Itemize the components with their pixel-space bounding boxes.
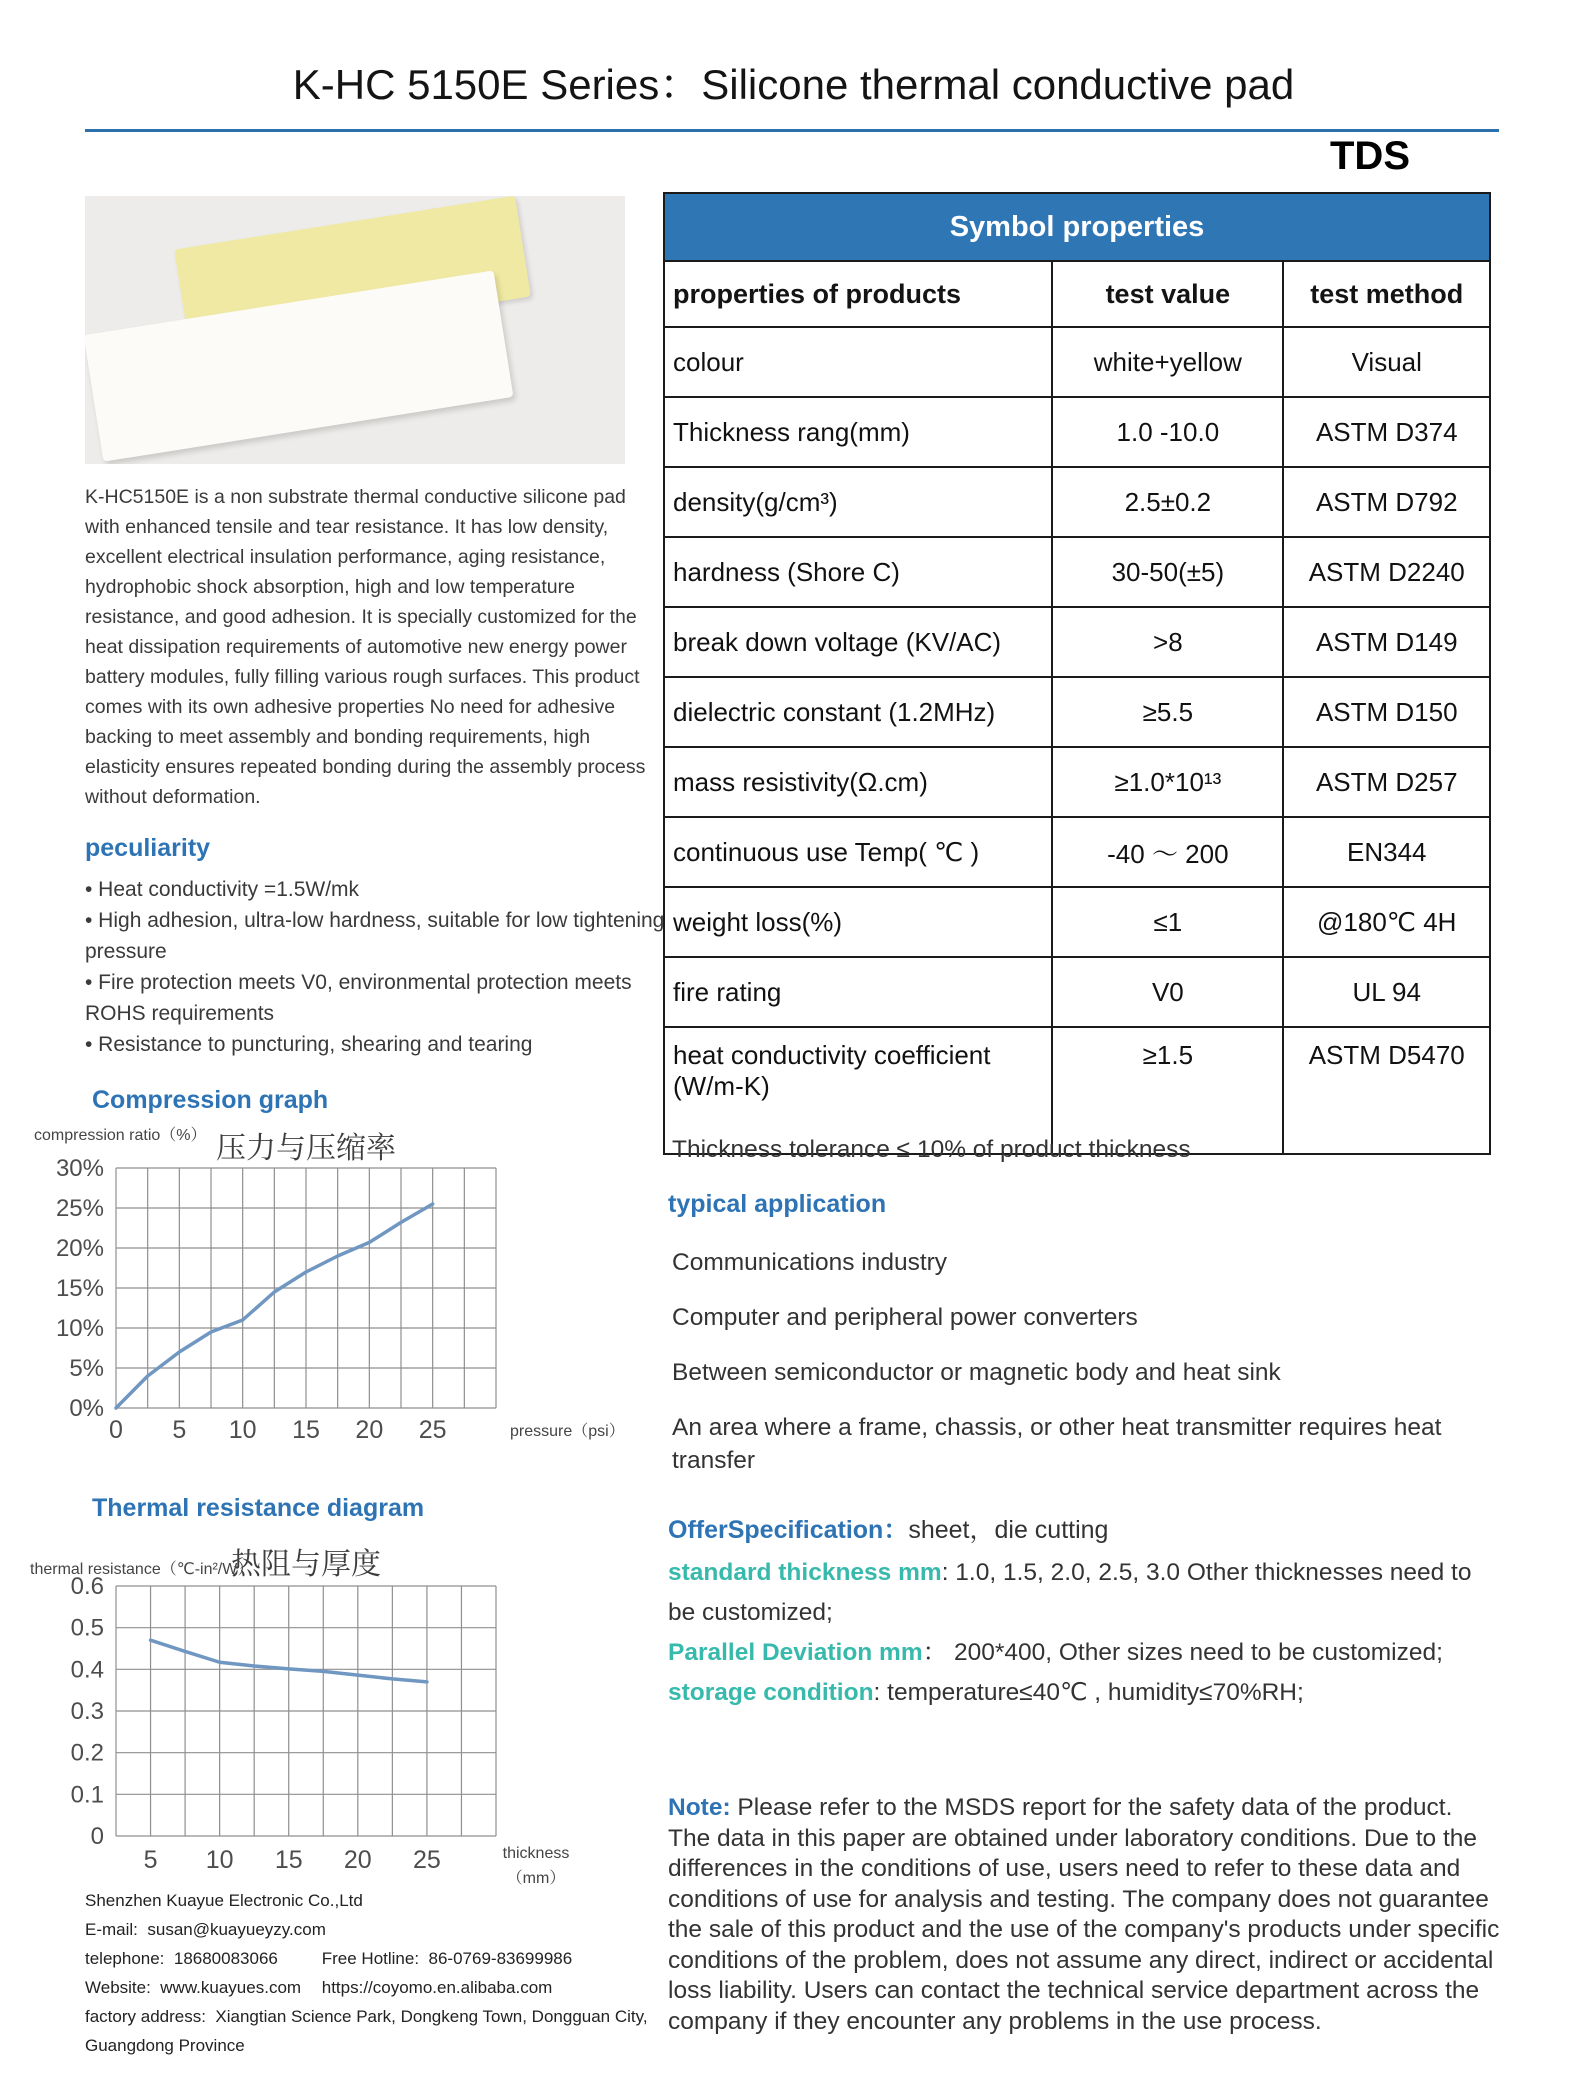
note-label: Note: <box>668 1794 731 1821</box>
company-name: Shenzhen Kuayue Electronic Co.,Ltd <box>85 1891 363 1910</box>
peculiarity-list <box>85 874 669 1060</box>
website-label: Website: <box>85 1978 151 1997</box>
table-cell-test-method: ASTM D149 <box>1283 607 1490 677</box>
svg-text:15: 15 <box>292 1416 320 1444</box>
email-value: susan@kuayueyzy.com <box>147 1920 326 1939</box>
svg-text:0%: 0% <box>69 1395 104 1422</box>
table-cell-property: colour <box>664 327 1052 397</box>
table-cell-test-method: ASTM D5470 <box>1283 1027 1490 1154</box>
peculiarity-bullet: • High adhesion, ultra-low hardness, suitable for low tightening pressure <box>85 909 665 963</box>
table-cell-test-method: ASTM D257 <box>1283 747 1490 817</box>
table-cell-test-value: ≥1.5 <box>1052 1027 1283 1154</box>
svg-text:15%: 15% <box>55 1275 104 1302</box>
table-row <box>664 887 1490 957</box>
website-value: www.kuayues.com <box>160 1978 302 1997</box>
table-row <box>664 677 1490 747</box>
thermal-diagram-heading: Thermal resistance diagram <box>92 1494 425 1522</box>
tds-label: TDS <box>1330 134 1410 178</box>
table-cell-test-value: ≥5.5 <box>1052 677 1283 747</box>
company-website-line <box>85 1973 675 2002</box>
table-banner: Symbol properties <box>664 193 1490 261</box>
table-cell-test-method: ASTM D792 <box>1283 467 1490 537</box>
svg-text:5: 5 <box>172 1416 187 1444</box>
column-header-properties: properties of products <box>664 261 1052 327</box>
website-alt-value: https://coyomo.en.alibaba.com <box>321 1978 553 1997</box>
table-cell-test-value: 30-50(±5) <box>1052 537 1283 607</box>
company-factory-line <box>85 2002 675 2060</box>
table-cell-test-value: ≥1.0*10¹³ <box>1052 747 1283 817</box>
table-cell-property: density(g/cm³) <box>664 467 1052 537</box>
typical-application-item: Between semiconductor or magnetic body and heat sink <box>672 1359 1281 1386</box>
table-banner-row <box>664 193 1490 261</box>
table-row <box>664 817 1490 887</box>
svg-text:25: 25 <box>418 1416 447 1444</box>
table-cell-test-method: UL 94 <box>1283 957 1490 1027</box>
symbol-properties-table <box>663 192 1491 1155</box>
specification-value: : 1.0, 1.5, 2.0, 2.5, 3.0 Other thicknesses need to be customized; <box>668 1559 1472 1626</box>
specification-label: storage condition <box>668 1679 874 1706</box>
table-row <box>664 1027 1490 1154</box>
email-label: E-mail: <box>85 1920 138 1939</box>
svg-text:0.1: 0.1 <box>70 1781 104 1809</box>
table-header-row <box>664 261 1490 327</box>
table-cell-test-value: ≤1 <box>1052 887 1283 957</box>
phone-label: telephone: <box>85 1949 165 1968</box>
typical-application-item: An area where a frame, chassis, or other heat transmitter requires heat transfer <box>672 1414 1442 1474</box>
offer-specification-value: sheet，die cutting <box>908 1516 1109 1544</box>
company-contact-block <box>85 1886 675 2060</box>
factory-value: Xiangtian Science Park, Dongkeng Town, Dongguan City, Guangdong Province <box>85 2007 648 2055</box>
offer-specification-line <box>668 1510 1490 1546</box>
svg-text:0.6: 0.6 <box>70 1573 104 1600</box>
svg-text:0.4: 0.4 <box>70 1656 104 1684</box>
table-cell-test-value: 1.0 -10.0 <box>1052 397 1283 467</box>
typical-application-list <box>672 1246 1494 1499</box>
company-email-line <box>85 1915 675 1944</box>
product-photo <box>85 196 625 464</box>
svg-text:20: 20 <box>343 1846 372 1874</box>
svg-text:5%: 5% <box>69 1355 104 1382</box>
table-cell-test-method: ASTM D374 <box>1283 397 1490 467</box>
hotline-value: 86-0769-83699986 <box>428 1949 573 1968</box>
svg-text:5: 5 <box>143 1846 158 1874</box>
table-cell-property: mass resistivity(Ω.cm) <box>664 747 1052 817</box>
svg-text:compression ratio（%）: compression ratio（%） <box>34 1127 207 1144</box>
factory-label: factory address: <box>85 2007 206 2026</box>
table-cell-test-method: ASTM D150 <box>1283 677 1490 747</box>
table-cell-property: fire rating <box>664 957 1052 1027</box>
svg-text:pressure（psi）: pressure（psi） <box>510 1423 625 1440</box>
peculiarity-bullet: • Fire protection meets V0, environmental protection meets ROHS requirements <box>85 971 632 1025</box>
svg-text:20%: 20% <box>55 1235 104 1262</box>
typical-application-heading: typical application <box>668 1190 887 1218</box>
table-row <box>664 607 1490 677</box>
offer-specification-label: OfferSpecification： <box>668 1516 909 1544</box>
svg-text:30%: 30% <box>55 1155 104 1182</box>
svg-text:thermal resistance（℃-in²/W）: thermal resistance（℃-in²/W） <box>30 1561 254 1578</box>
specification-line <box>668 1673 1496 1713</box>
svg-text:0: 0 <box>90 1823 104 1850</box>
table-cell-test-method: @180℃ 4H <box>1283 887 1490 957</box>
peculiarity-heading: peculiarity <box>85 834 211 862</box>
svg-text:（mm）: （mm） <box>506 1870 566 1887</box>
table-row <box>664 467 1490 537</box>
table-cell-property: break down voltage (KV/AC) <box>664 607 1052 677</box>
svg-text:压力与压缩率: 压力与压缩率 <box>216 1131 396 1166</box>
svg-text:10: 10 <box>205 1846 234 1874</box>
hotline-label: Free Hotline: <box>321 1949 420 1968</box>
table-cell-test-value: -40 ～ 200 <box>1052 817 1283 887</box>
svg-text:热阻与厚度: 热阻与厚度 <box>231 1547 381 1582</box>
table-cell-test-method: Visual <box>1283 327 1490 397</box>
svg-text:15: 15 <box>274 1846 303 1874</box>
compression-graph-heading: Compression graph <box>92 1086 329 1114</box>
compression-chart <box>28 1124 648 1462</box>
table-cell-property: weight loss(%) <box>664 887 1052 957</box>
column-header-test-method: test method <box>1283 261 1490 327</box>
specification-value: : temperature≤40℃ , humidity≤70%RH; <box>873 1679 1304 1706</box>
phone-value: 18680083066 <box>173 1949 278 1968</box>
table-cell-test-value: 2.5±0.2 <box>1052 467 1283 537</box>
table-cell-test-method: ASTM D2240 <box>1283 537 1490 607</box>
specification-lines <box>668 1553 1496 1713</box>
table-row <box>664 957 1490 1027</box>
specification-value: ： 200*400, Other sizes need to be customized; <box>922 1639 1443 1666</box>
svg-text:0.2: 0.2 <box>70 1739 104 1767</box>
table-cell-property: heat conductivity coefficient (W/m-K) <box>664 1027 1052 1154</box>
svg-text:25: 25 <box>413 1846 441 1874</box>
svg-text:25%: 25% <box>55 1195 104 1222</box>
peculiarity-bullet: • Heat conductivity =1.5W/mk <box>85 878 360 901</box>
svg-text:0.5: 0.5 <box>70 1614 104 1642</box>
svg-text:0.3: 0.3 <box>70 1698 104 1725</box>
specification-line <box>668 1633 1496 1673</box>
note-text: Please refer to the MSDS report for the safety data of the product. The data in this paper are obtained under laboratory conditions. Due to the differences in the conditions of use, users need to refer to these data and conditions of use for analysis and testing. The company does not guarantee the sale of this product and the use of the company's products under specific conditions of the problem, does not assume any direct, indirect or accidental loss liability. Users can contact the technical service department across the company if they encounter any problems in the use process. <box>668 1794 1500 2035</box>
peculiarity-bullet: • Resistance to puncturing, shearing and tearing <box>85 1033 533 1056</box>
typical-application-item: Communications industry <box>672 1249 948 1276</box>
company-phone-line <box>85 1944 675 1973</box>
table-row <box>664 747 1490 817</box>
table-cell-test-value: white+yellow <box>1052 327 1283 397</box>
product-description: K-HC5150E is a non substrate thermal conductive silicone pad with enhanced tensile and tear resistance. It has low density, excellent electrical insulation performance, aging resistance, hydrophobic shock absorption, high and low temperature resistance, and good adhesion. It is specially customized for the heat dissipation requirements of automotive new energy power battery modules, fully filling various rough surfaces. This product comes with its own adhesive properties No need for adhesive backing to meet assembly and bonding requirements, high elasticity ensures repeated bonding during the assembly process without deformation. <box>85 486 646 808</box>
svg-text:10%: 10% <box>55 1315 104 1342</box>
note-paragraph <box>668 1793 1500 2037</box>
table-cell-property: dielectric constant (1.2MHz) <box>664 677 1052 747</box>
typical-application-item: Computer and peripheral power converters <box>672 1304 1138 1331</box>
specification-label: standard thickness mm <box>668 1559 942 1586</box>
table-cell-test-value: >8 <box>1052 607 1283 677</box>
table-cell-test-method: EN344 <box>1283 817 1490 887</box>
table-cell-property: Thickness rang(mm) <box>664 397 1052 467</box>
table-row <box>664 537 1490 607</box>
column-header-test-value: test value <box>1052 261 1283 327</box>
specification-label: Parallel Deviation mm <box>668 1639 923 1666</box>
table-cell-test-value: V0 <box>1052 957 1283 1027</box>
thickness-tolerance-text: Thickness tolerance ≤ 10% of product thickness <box>672 1136 1191 1163</box>
thermal-resistance-chart <box>28 1534 648 1890</box>
svg-text:10: 10 <box>228 1416 257 1444</box>
table-row <box>664 327 1490 397</box>
table-cell-property: continuous use Temp( ℃ ) <box>664 817 1052 887</box>
title-rule <box>85 129 1499 132</box>
page-title: K-HC 5150E Series：Silicone thermal conductive pad <box>292 61 1295 108</box>
svg-text:thickness: thickness <box>502 1845 570 1862</box>
table-row <box>664 397 1490 467</box>
table-cell-property: hardness (Shore C) <box>664 537 1052 607</box>
svg-text:20: 20 <box>355 1416 384 1444</box>
specification-line <box>668 1553 1496 1633</box>
svg-text:0: 0 <box>109 1416 123 1444</box>
